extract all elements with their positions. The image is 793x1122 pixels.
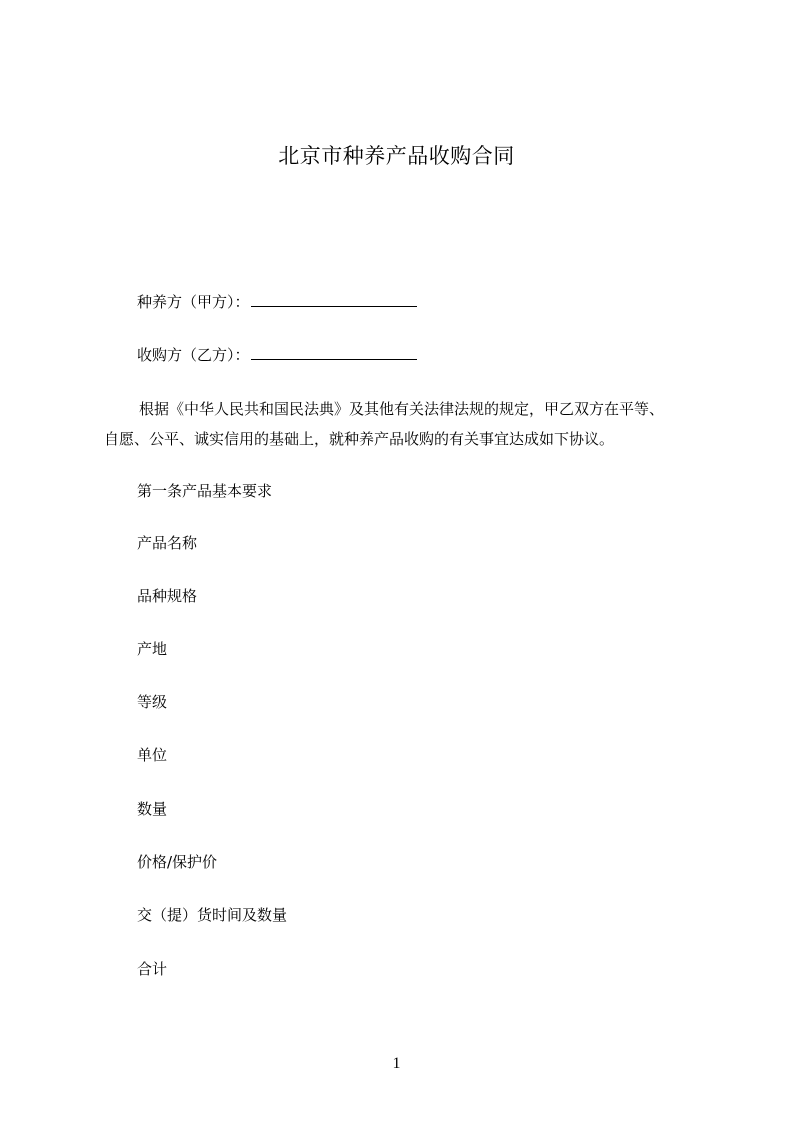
intro-line-2: 自愿、公平、诚实信用的基础上，就种养产品收购的有关事宜达成如下协议。 <box>104 430 615 448</box>
field-unit: 单位 <box>137 746 168 764</box>
field-price: 价格/保护价 <box>137 853 218 871</box>
field-variety-spec: 品种规格 <box>137 587 198 605</box>
field-product-name: 产品名称 <box>137 534 198 552</box>
page-number: 1 <box>392 1055 401 1072</box>
party-b-blank[interactable] <box>251 345 417 360</box>
party-b-label: 收购方（乙方）： <box>137 346 250 364</box>
field-quantity: 数量 <box>137 800 168 818</box>
party-a-label: 种养方（甲方）： <box>137 293 250 311</box>
document-title: 北京市种养产品收购合同 <box>278 144 515 168</box>
party-b-line <box>137 344 417 365</box>
party-a-blank[interactable] <box>251 292 417 307</box>
intro-line-1: 根据《中华人民共和国民法典》及其他有关法律法规的规定，甲乙双方在平等、 <box>139 400 665 418</box>
field-origin: 产地 <box>137 640 168 658</box>
intro-paragraph <box>104 394 694 454</box>
field-total: 合计 <box>137 960 168 978</box>
party-a-line <box>137 291 417 312</box>
field-grade: 等级 <box>137 693 168 711</box>
section-heading: 第一条产品基本要求 <box>137 482 273 500</box>
field-delivery-time: 交（提）货时间及数量 <box>137 906 288 924</box>
